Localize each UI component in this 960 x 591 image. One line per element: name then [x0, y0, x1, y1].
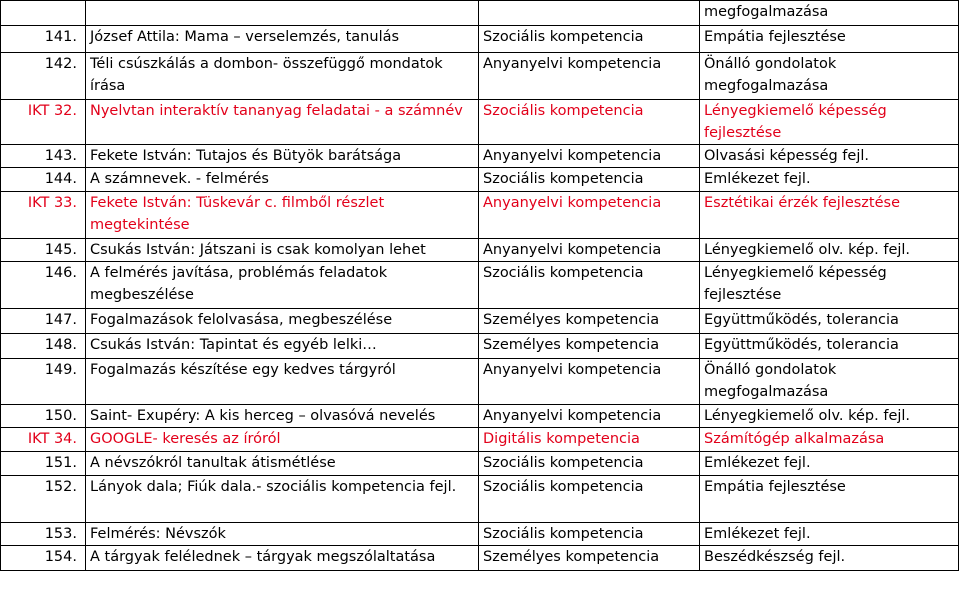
competence-cell: Anyanyelvi kompetencia [479, 145, 700, 168]
development-goal-cell: Empátia fejlesztése [700, 26, 959, 53]
lesson-number-cell: 144. [1, 168, 86, 192]
goal-line-1: Önálló gondolatok [704, 362, 837, 378]
development-goal-cell [700, 100, 959, 145]
table-row [1, 309, 959, 334]
lesson-title-cell: Fogalmazások felolvasása, megbeszélése [86, 309, 479, 334]
development-goal-cell: Emlékezet fejl. [700, 523, 959, 546]
lesson-number-cell: 143. [1, 145, 86, 168]
lesson-title-cell: Csukás István: Tapintat és egyéb lelki… [86, 334, 479, 359]
competence-cell: Anyanyelvi kompetencia [479, 239, 700, 262]
competence-cell: Szociális kompetencia [479, 262, 700, 309]
development-goal-cell: Beszédkészség fejl. [700, 546, 959, 571]
development-goal-cell [700, 53, 959, 100]
table-row [1, 334, 959, 359]
development-goal-cell: Együttműködés, tolerancia [700, 334, 959, 359]
lesson-title-cell: Nyelvtan interaktív tananyag feladatai - a számnév [86, 100, 479, 145]
table-row [1, 1, 959, 26]
lesson-title-cell: A névszókról tanultak átismétlése [86, 452, 479, 476]
lesson-title-cell: Csukás István: Játszani is csak komolyan lehet [86, 239, 479, 262]
goal-line-1: Lényegkiemelő képesség [704, 265, 887, 281]
development-goal-cell: Együttműködés, tolerancia [700, 309, 959, 334]
table-body [1, 1, 959, 571]
competence-cell: Anyanyelvi kompetencia [479, 405, 700, 428]
lesson-number-cell: 152. [1, 476, 86, 523]
development-goal-cell: Olvasási képesség fejl. [700, 145, 959, 168]
goal-line-2: megfogalmazása [704, 384, 829, 400]
development-goal-cell: Emlékezet fejl. [700, 168, 959, 192]
lesson-title-cell: Fekete István: Tutajos és Bütyök barátsága [86, 145, 479, 168]
lesson-number-cell: 154. [1, 546, 86, 571]
lesson-title-cell: Saint- Exupéry: A kis herceg – olvasóvá nevelés [86, 405, 479, 428]
lesson-title-cell: József Attila: Mama – verselemzés, tanulás [86, 26, 479, 53]
competence-cell: Digitális kompetencia [479, 428, 700, 452]
development-goal-cell [700, 359, 959, 405]
table-row [1, 145, 959, 168]
lesson-title-cell [86, 1, 479, 26]
lesson-number-cell: IKT 33. [1, 192, 86, 239]
lesson-number-cell [1, 1, 86, 26]
lesson-number-cell: IKT 32. [1, 100, 86, 145]
development-goal-cell: Lényegkiemelő olv. kép. fejl. [700, 239, 959, 262]
table-row [1, 523, 959, 546]
development-goal-cell: Emlékezet fejl. [700, 452, 959, 476]
lesson-title-cell: GOOGLE- keresés az íróról [86, 428, 479, 452]
competence-cell: Anyanyelvi kompetencia [479, 53, 700, 100]
table-row [1, 100, 959, 145]
table-row [1, 405, 959, 428]
lesson-number-cell: IKT 34. [1, 428, 86, 452]
goal-line-2: fejlesztése [704, 125, 782, 141]
competence-cell: Anyanyelvi kompetencia [479, 192, 700, 239]
lesson-number-cell: 150. [1, 405, 86, 428]
development-goal-cell: Esztétikai érzék fejlesztése [700, 192, 959, 239]
table-row [1, 546, 959, 571]
lesson-title-cell: Fogalmazás készítése egy kedves tárgyról [86, 359, 479, 405]
table-row [1, 452, 959, 476]
competence-cell: Személyes kompetencia [479, 309, 700, 334]
competence-cell: Anyanyelvi kompetencia [479, 359, 700, 405]
table-row [1, 239, 959, 262]
lesson-number-cell: 151. [1, 452, 86, 476]
competence-cell: Szociális kompetencia [479, 26, 700, 53]
lesson-number-cell: 141. [1, 26, 86, 53]
development-goal-cell: megfogalmazása [700, 1, 959, 26]
lesson-title-cell: Téli csúszkálás a dombon- összefüggő mondatok írása [86, 53, 479, 100]
table-row [1, 192, 959, 239]
lesson-title-cell: A felmérés javítása, problémás feladatok megbeszélése [86, 262, 479, 309]
table-row [1, 428, 959, 452]
lesson-number-cell: 148. [1, 334, 86, 359]
competence-cell: Szociális kompetencia [479, 452, 700, 476]
table-row [1, 476, 959, 523]
goal-line-1: Önálló gondolatok [704, 56, 837, 72]
goal-line-2: fejlesztése [704, 287, 782, 303]
lesson-number-cell: 149. [1, 359, 86, 405]
table-row [1, 359, 959, 405]
goal-line-2: megfogalmazása [704, 78, 829, 94]
lesson-title-cell: A tárgyak felélednek – tárgyak megszólaltatása [86, 546, 479, 571]
development-goal-cell: Számítógép alkalmazása [700, 428, 959, 452]
lesson-number-cell: 147. [1, 309, 86, 334]
competence-cell: Személyes kompetencia [479, 546, 700, 571]
competence-cell: Szociális kompetencia [479, 476, 700, 523]
competence-cell: Személyes kompetencia [479, 334, 700, 359]
lesson-number-cell: 146. [1, 262, 86, 309]
development-goal-cell: Lényegkiemelő olv. kép. fejl. [700, 405, 959, 428]
table-row [1, 53, 959, 100]
table-row [1, 26, 959, 53]
lesson-number-cell: 145. [1, 239, 86, 262]
goal-line-1: Lényegkiemelő képesség [704, 103, 887, 119]
competence-cell: Szociális kompetencia [479, 100, 700, 145]
table-row [1, 262, 959, 309]
competence-cell: Szociális kompetencia [479, 168, 700, 192]
development-goal-cell [700, 262, 959, 309]
lesson-title-cell: Lányok dala; Fiúk dala.- szociális kompetencia fejl. [86, 476, 479, 523]
table-row [1, 168, 959, 192]
lesson-number-cell: 142. [1, 53, 86, 100]
lesson-title-cell: Felmérés: Névszók [86, 523, 479, 546]
lesson-title-cell: Fekete István: Tüskevár c. filmből részlet megtekintése [86, 192, 479, 239]
lesson-title-cell: A számnevek. - felmérés [86, 168, 479, 192]
competence-cell: Szociális kompetencia [479, 523, 700, 546]
competence-cell [479, 1, 700, 26]
development-goal-cell: Empátia fejlesztése [700, 476, 959, 523]
lesson-number-cell: 153. [1, 523, 86, 546]
